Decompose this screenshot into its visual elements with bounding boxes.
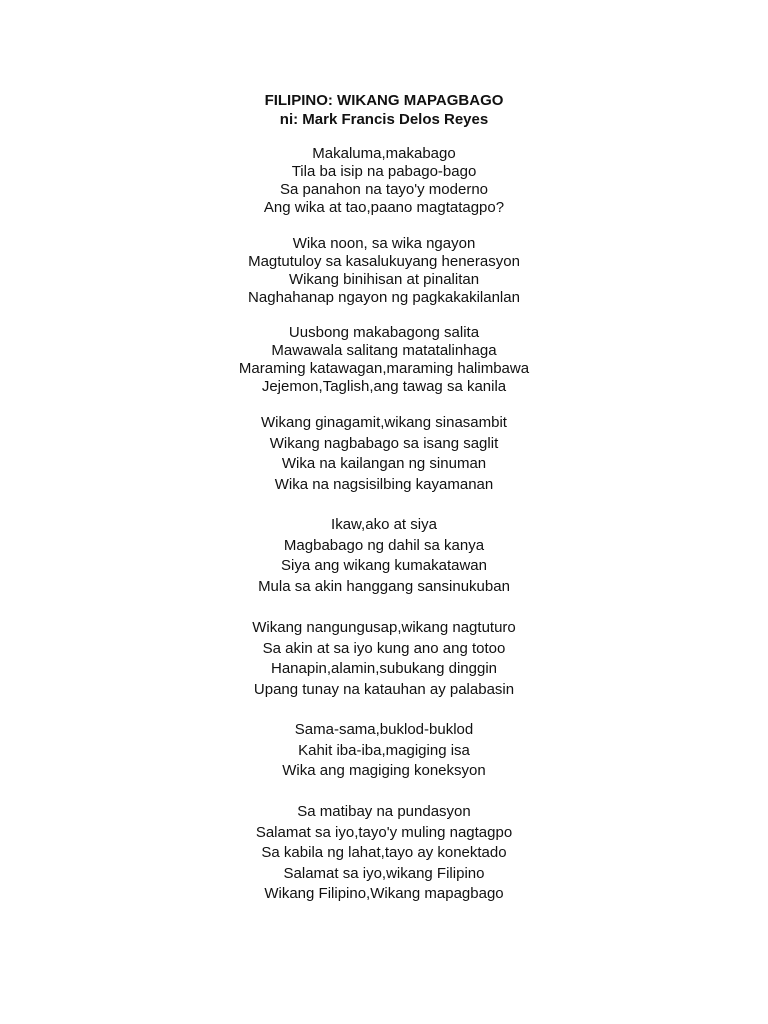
poem-title: FILIPINO: WIKANG MAPAGBAGO [264, 92, 504, 109]
poem-line: Wikang ginagamit,wikang sinasambit [261, 414, 507, 431]
poem-line: Ikaw,ako at siya [331, 516, 437, 533]
stanza-6 [0, 618, 768, 700]
poem-line: Ang wika at tao,paano magtatagpo? [263, 199, 505, 216]
poem-line: Wika ang magiging koneksyon [282, 762, 486, 779]
poem-line: Kahit iba-iba,magiging isa [298, 741, 470, 759]
poem-line: Wika na nagsisilbing kayamanan [274, 475, 494, 493]
poem-line: Hanapin,alamin,subukang dinggin [271, 660, 497, 677]
poem-line: Wika noon, sa wika ngayon [292, 235, 476, 252]
poem-line: Sa panahon na tayo'y moderno [279, 181, 488, 198]
poem-line: Salamat sa iyo,wikang Filipino [283, 864, 485, 882]
poem-line: Naghahanap ngayon ng pagkakakilanlan [248, 289, 520, 306]
stanza-3 [0, 324, 768, 396]
poem-line: Wikang nangungusap,wikang nagtuturo [252, 619, 516, 636]
stanza-2 [0, 235, 768, 307]
poem-line: Sa matibay na pundasyon [297, 803, 471, 820]
poem-line: Wikang binihisan at pinalitan [288, 271, 480, 288]
poem-line: Mula sa akin hanggang sansinukuban [258, 577, 510, 595]
poem-line: Uusbong makabagong salita [288, 324, 480, 341]
poem-line: Tila ba isip na pabago-bago [291, 163, 477, 180]
poem-line: Magtutuloy sa kasalukuyang henerasyon [248, 253, 520, 270]
poem-line: Siya ang wikang kumakatawan [281, 557, 487, 574]
stanza-1 [0, 145, 768, 217]
stanza-4 [0, 413, 768, 495]
poem-line: Mawawala salitang matatalinhaga [271, 342, 497, 359]
poem-line: Magbabago ng dahil sa kanya [283, 536, 485, 554]
poem-line: Sa kabila ng lahat,tayo ay konektado [261, 844, 507, 861]
poem-line: Wika na kailangan ng sinuman [281, 455, 487, 472]
poem-line: Jejemon,Taglish,ang tawag sa kanila [261, 378, 507, 395]
stanza-7 [0, 720, 768, 782]
poem-line: Sama-sama,buklod-buklod [294, 721, 474, 738]
poem-author: ni: Mark Francis Delos Reyes [279, 111, 489, 128]
stanza-5 [0, 515, 768, 597]
poem-line: Wikang nagbabago sa isang saglit [269, 434, 499, 452]
poem-line: Maraming katawagan,maraming halimbawa [238, 360, 530, 377]
poem-line: Salamat sa iyo,tayo'y muling nagtagpo [255, 823, 513, 841]
poem-line: Sa akin at sa iyo kung ano ang totoo [262, 639, 506, 657]
poem-line: Upang tunay na katauhan ay palabasin [253, 680, 515, 698]
poem-line: Makaluma,makabago [312, 145, 456, 162]
poem-line: Wikang Filipino,Wikang mapagbago [264, 885, 504, 902]
stanza-8 [0, 802, 768, 905]
